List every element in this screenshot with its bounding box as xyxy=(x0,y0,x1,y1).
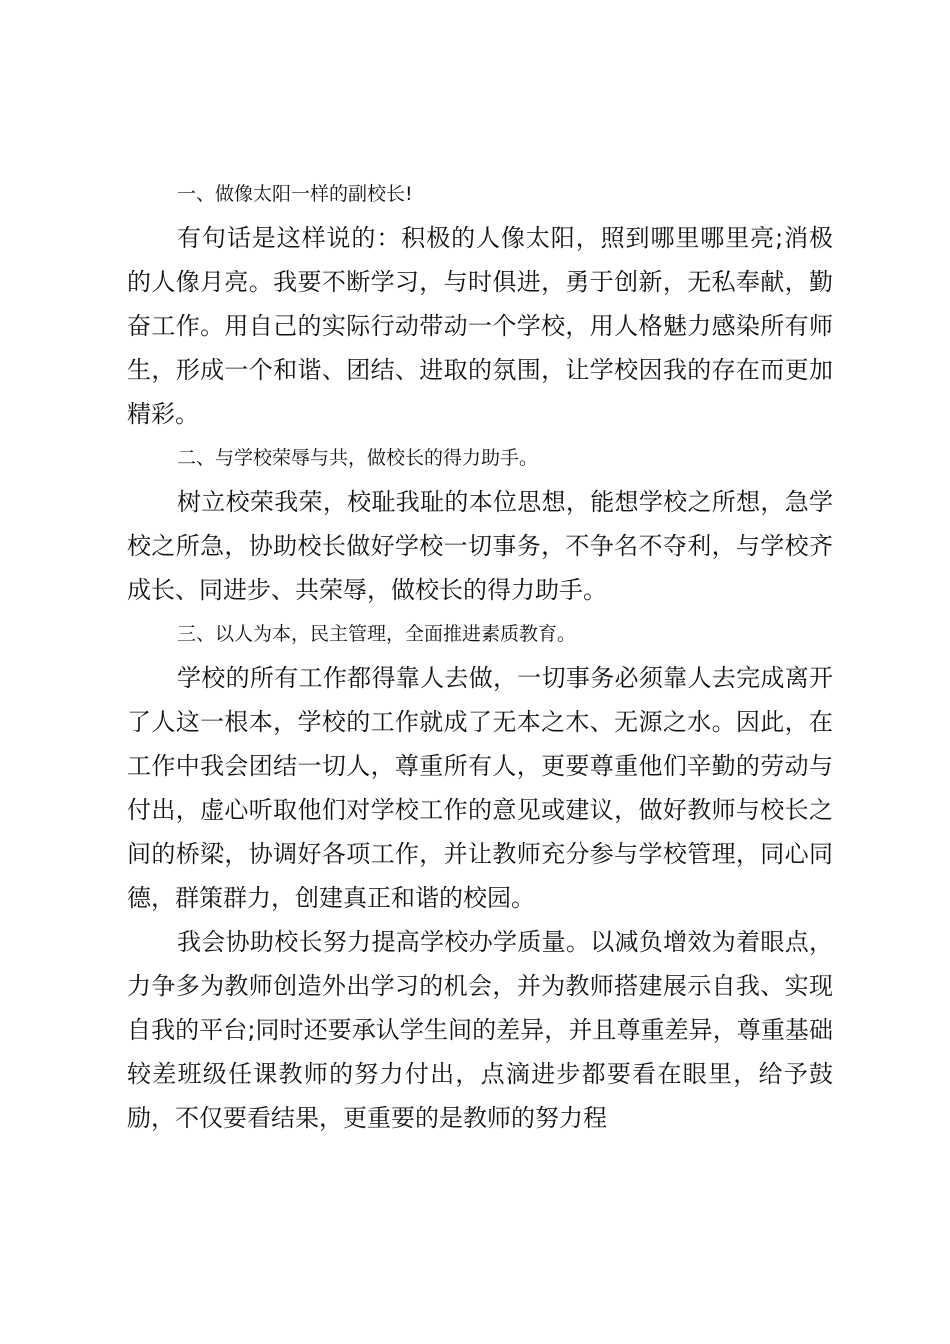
section-2-paragraph-1: 树立校荣我荣，校耻我耻的本位思想，能想学校之所想，急学校之所急，协助校长做好学校一切事务，不争名不夺利，与学校齐成长、同进步、共荣辱，做校长的得力助手。 xyxy=(127,488,833,604)
section-heading-3: 三、以人为本，民主管理，全面推进素质教育。 xyxy=(177,623,577,645)
section-1-paragraph-1: 有句话是这样说的：积极的人像太阳，照到哪里哪里亮;消极的人像月亮。我要不断学习，与时俱进，勇于创新，无私奉献，勤奋工作。用自己的实际行动带动一个学校，用人格魅力感染所有师生，形成一个和谐、团结、进取的氛围，让学校因我的存在而更加精彩。 xyxy=(127,224,833,428)
section-3-paragraph-2: 我会协助校长努力提高学校办学质量。以减负增效为着眼点，力争多为教师创造外出学习的机会，并为教师搭建展示自我、实现自我的平台;同时还要承认学生间的差异，并且尊重差异，尊重基础较差班级任课教师的努力付出，点滴进步都要看在眼里，给予鼓励，不仅要看结果，更重要的是教师的努力程 xyxy=(127,928,833,1132)
section-3-paragraph-1: 学校的所有工作都得靠人去做，一切事务必须靠人去完成离开了人这一根本，学校的工作就成了无本之木、无源之水。因此，在工作中我会团结一切人，尊重所有人，更要尊重他们辛勤的劳动与付出，虚心听取他们对学校工作的意见或建议，做好教师与校长之间的桥梁，协调好各项工作，并让教师充分参与学校管理，同心同德，群策群力，创建真正和谐的校园。 xyxy=(127,664,833,912)
section-heading-1: 一、做像太阳一样的副校长! xyxy=(177,183,413,205)
document-body xyxy=(127,172,833,1140)
section-heading-2: 二、与学校荣辱与共，做校长的得力助手。 xyxy=(177,447,539,469)
